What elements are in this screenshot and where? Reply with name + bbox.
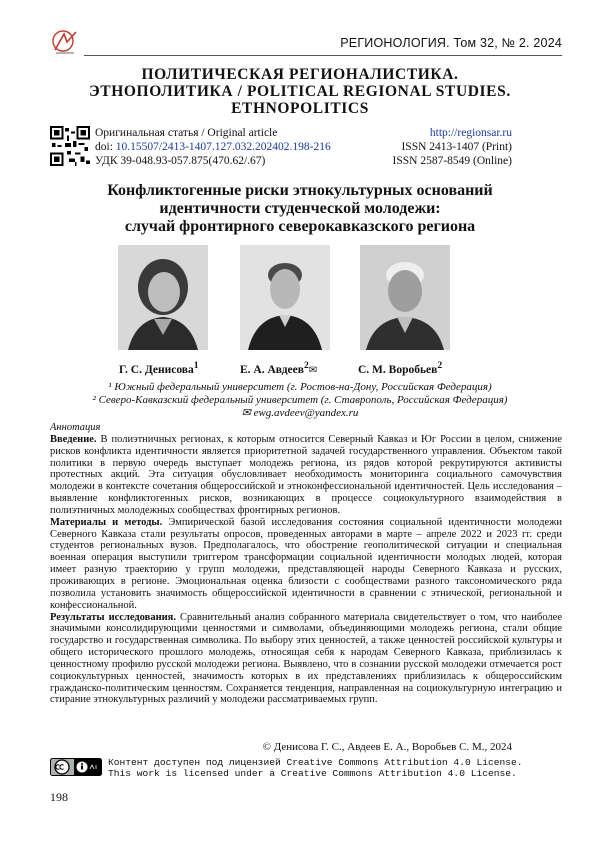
udk: УДК 39-048.93-057.875(470.62/.67) <box>95 155 266 167</box>
article-title-line: идентичности студенческой молодежи: <box>159 200 441 217</box>
article-title-line: Конфликтогенные риски этнокультурных оснований <box>107 182 493 199</box>
abstract-methods-heading: Материалы и методы. <box>50 516 163 528</box>
doi-label: doi: <box>95 141 116 153</box>
abstract-label: Аннотация <box>50 422 101 433</box>
abstract-introduction <box>50 434 562 517</box>
header-rule <box>84 55 562 56</box>
copyright: © Денисова Г. С., Авдеев Е. А., Воробьев С. М., 2024 <box>262 741 512 753</box>
author-name-avdeev <box>240 360 317 376</box>
abstract-results-heading: Результаты исследования. <box>50 611 176 623</box>
cc-by-license-icon[interactable] <box>50 758 102 776</box>
affiliations <box>0 381 600 420</box>
abstract-methods <box>50 517 562 612</box>
running-head: РЕГИОНОЛОГИЯ. Том 32, № 2. 2024 <box>340 36 562 50</box>
journal-url-link[interactable]: http://regionsar.ru <box>429 127 512 139</box>
author-name-text: С. М. Воробьев <box>358 363 438 376</box>
section-title-line: ETHNOPOLITICS <box>231 100 369 117</box>
abstract-intro-heading: Введение. <box>50 433 97 445</box>
author-affil-sup: 1 <box>193 360 199 371</box>
doi-line <box>95 140 331 154</box>
author-affil-sup: 2 <box>437 360 443 371</box>
author-name-text: Г. С. Денисова <box>119 363 194 376</box>
abstract <box>50 422 562 706</box>
license-text <box>108 757 523 779</box>
abstract-methods-text: Эмпирической базой исследования состояния социальной идентичности молодежи Северного Кавказа стали результаты опросов, проведенных авторами в марте – апреле 2022 и 2023 гг. среди студентов региональных вузов. Предполагалось, что обострение геополитической ситуации и специальная военная операция выступили триггером трансформации социальной идентичности молодых людей, которая имеет разную траекторию у групп молодежи, представляющей народы Северного Кавказа и русских, проживающих в регионе. Эмоциональная оценка близости с сообществами разного таксономического ряда позволила установить значимость общероссийской идентичности в сравнении с этнической, региональной и конфессиональной. <box>50 516 562 611</box>
page-header <box>50 28 562 58</box>
article-type: Оригинальная статья / Original article <box>95 127 278 139</box>
issn-online: ISSN 2587-8549 (Online) <box>392 155 512 167</box>
article-meta <box>95 126 331 168</box>
abstract-results <box>50 612 562 707</box>
author-photo-avdeev <box>240 245 330 350</box>
page-number: 198 <box>50 790 68 804</box>
license-line-ru: Контент доступен под лицензией Creative Commons Attribution 4.0 License. <box>108 757 523 768</box>
section-title <box>0 66 600 117</box>
doi-link[interactable]: 10.15507/2413-1407.127.032.202402.198-216 <box>115 141 331 153</box>
author-name-vorobyev <box>358 360 442 376</box>
article-title <box>0 182 600 236</box>
section-title-line: ПОЛИТИЧЕСКАЯ РЕГИОНАЛИСТИКА. <box>141 66 459 83</box>
affiliation-1: ¹ Южный федеральный университет (г. Ростов-на-Дону, Российская Федерация) <box>108 381 492 393</box>
section-title-line: ЭТНОПОЛИТИКА / POLITICAL REGIONAL STUDIES. <box>89 83 511 100</box>
abstract-results-text: Сравнительный анализ собранного материала свидетельствует о том, что наиболее значимыми консолидирующими ценностями и символами, объединяющими молодежь региона, стали общие государство и государственная символика. По выбору этих ценностей, а также ценностей российской культуры и общего исторического прошлого молодежь, относящая себя к народам Северного Кавказа, приблизилась к ценностному профилю русской молодежи региона. Выявлено, что в сознании русской молодежи отмечается рост социокультурных ценностей, значимость которых в их представлениях приблизилась к общероссийским гражданско-политическим ценностям. Сохраняется тенденция, направленная на социокультурную интеграцию и стирание этнокультурных различий у молодежи рассматриваемых групп. <box>50 611 562 706</box>
author-photo-denisova <box>118 245 208 350</box>
journal-meta <box>393 126 512 168</box>
article-title-line: случай фронтирного северокавказского региона <box>124 218 476 235</box>
affiliation-2: ² Северо-Кавказский федеральный университет (г. Ставрополь, Российская Федерация) <box>92 394 508 406</box>
issn-print: ISSN 2413-1407 (Print) <box>401 141 512 153</box>
author-affil-sup: 2 <box>303 360 309 371</box>
mail-icon: ✉ <box>308 364 318 376</box>
journal-logo-icon <box>50 28 80 58</box>
corresponding-email[interactable]: ✉ ewg.avdeev@yandex.ru <box>241 407 359 419</box>
author-name-denisova <box>119 360 199 376</box>
qr-code-icon <box>50 126 90 166</box>
license-line-en: This work is licensed under a Creative Commons Attribution 4.0 License. <box>108 768 517 779</box>
author-name-text: Е. А. Авдеев <box>240 363 304 376</box>
author-photo-vorobyev <box>360 245 450 350</box>
abstract-intro-text: В полиэтничных регионах, к которым относится Северный Кавказ и Юг России в целом, снижение рисков конфликта идентичности является приоритетной задачей государственного управления. Объектом такой политики в первую очередь выступает молодежь региона, из рядов которой рекрутируются активисты протестных акций. Эта ситуация обусловливает необходимость мониторинга социального самочувствия молодежи в контексте сочетания общероссийской и этноконфессиональной идентичностей. Цель исследования – выявление конфликтогенных рисков, возникающих в процессе социокультурного взаимодействия в полиэтничных молодежных сообществах фронтирных регионов. <box>50 433 562 516</box>
